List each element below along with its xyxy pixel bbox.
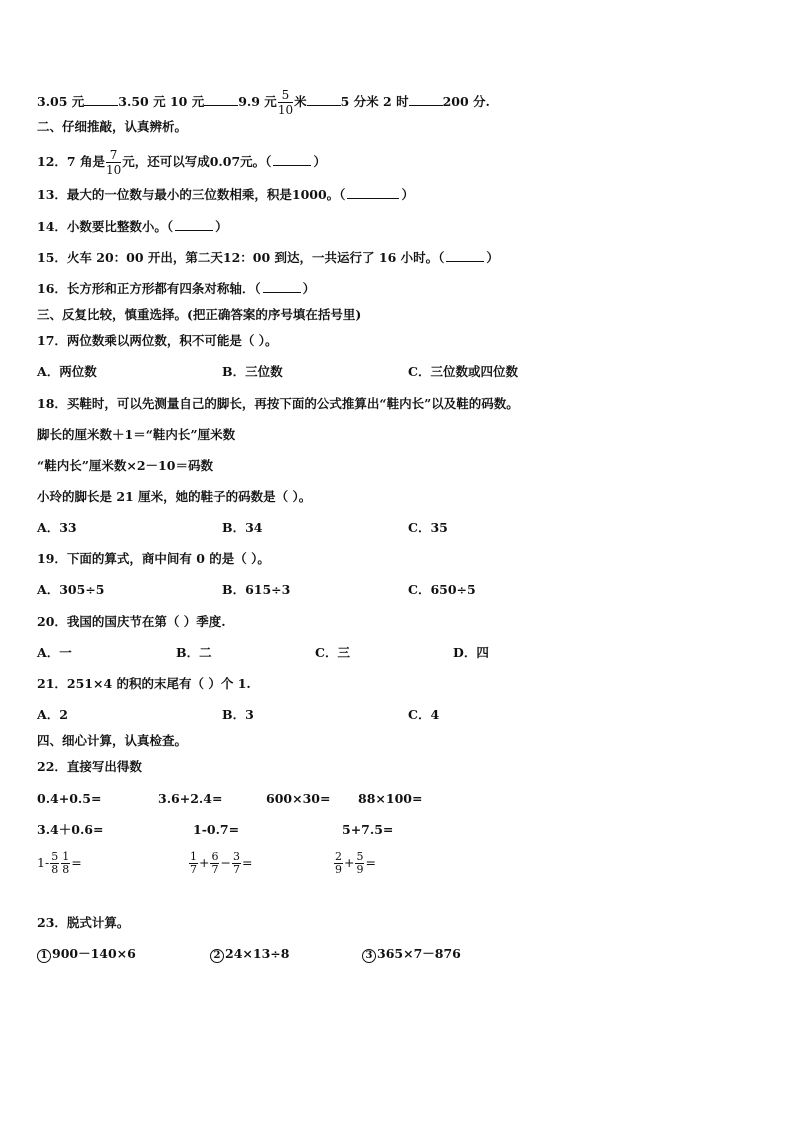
option-a[interactable]: A．2 <box>37 707 68 722</box>
q14-text: 14．小数要比整数小。（ <box>37 219 174 234</box>
paren-close: ） <box>313 154 326 169</box>
formula-1: 脚长的厘米数＋1＝“鞋内长”厘米数 <box>37 427 236 442</box>
option-d[interactable]: D．四 <box>453 645 489 660</box>
expression: 365×7－876 <box>377 946 461 961</box>
fraction: $\frac{6}{7}$ <box>211 850 219 876</box>
option-b[interactable]: B．34 <box>222 520 263 535</box>
paren-close: ） <box>486 250 499 265</box>
question-20: 20．我国的国庆节在第（ ）季度. <box>37 614 226 629</box>
equals-sign: = <box>365 855 376 870</box>
compare-b2: 9.9 元 <box>238 94 277 109</box>
expr-lead: 1- <box>37 855 50 870</box>
section-title-2: 二、仔细推敲，认真辨析。 <box>37 119 188 134</box>
option-b[interactable]: B．3 <box>222 707 254 722</box>
expression: 24×13÷8 <box>225 946 290 961</box>
q12-text: 12．7 角是 <box>37 154 105 169</box>
expression: 900－140×6 <box>52 946 136 961</box>
question-12 <box>37 148 326 177</box>
paren-close: ） <box>401 187 414 202</box>
calc-item: 600×30= <box>266 791 331 806</box>
section-title-4: 四、细心计算，认真检查。 <box>37 733 188 748</box>
option-a[interactable]: A．两位数 <box>37 364 97 379</box>
option-c[interactable]: C．35 <box>408 520 448 535</box>
fraction: $\frac{2}{9}$ <box>335 850 342 876</box>
option-a[interactable]: A．33 <box>37 520 77 535</box>
circled-number-icon: 3 <box>362 949 376 963</box>
answer-blank[interactable] <box>84 92 118 106</box>
answer-blank[interactable] <box>273 153 311 166</box>
answer-blank[interactable] <box>204 92 238 106</box>
compare-b1: 10 元 <box>169 94 205 109</box>
fraction: $\frac{5}{8}$ <box>51 850 59 876</box>
question-22: 22．直接写出得数 <box>37 759 142 774</box>
compare-d1: 2 时 <box>383 94 409 109</box>
question-16 <box>37 280 315 298</box>
plus-sign: + <box>344 855 355 870</box>
compare-line <box>37 88 490 117</box>
q13-text: 13．最大的一位数与最小的三位数相乘，积是1000。（ <box>37 187 346 202</box>
q16-text: 16．长方形和正方形都有四条对称轴．（ <box>37 281 261 296</box>
fraction: $\frac{1}{7}$ <box>190 850 197 876</box>
calc-item: 0.4+0.5= <box>37 791 102 806</box>
option-c[interactable]: C．4 <box>408 707 440 722</box>
option-c[interactable]: C．650÷5 <box>408 582 476 597</box>
calc-item: 3.4＋0.6= <box>37 822 104 837</box>
answer-blank[interactable] <box>307 92 341 106</box>
option-c[interactable]: C．三 <box>315 645 350 660</box>
minus-sign: − <box>220 855 231 870</box>
answer-blank[interactable] <box>175 218 213 231</box>
fraction-expression <box>333 851 376 876</box>
answer-blank[interactable] <box>347 186 399 199</box>
plus-sign: + <box>199 855 210 870</box>
answer-blank[interactable] <box>409 92 443 106</box>
question-18-ask: 小玲的脚长是 21 厘米，她的鞋子的码数是（ ）。 <box>37 489 312 504</box>
q12-text-post: 元，还可以写成0.07元。（ <box>122 154 272 169</box>
question-14 <box>37 218 228 236</box>
compare-a1: 3.05 元 <box>37 94 85 109</box>
circled-number-icon: 1 <box>37 949 51 963</box>
option-a[interactable]: A．一 <box>37 645 72 660</box>
answer-blank[interactable] <box>446 249 484 262</box>
question-15 <box>37 249 499 267</box>
equals-sign: = <box>71 855 82 870</box>
option-b[interactable]: B．三位数 <box>222 364 283 379</box>
formula-2: “鞋内长”厘米数×2－10＝码数 <box>37 458 213 473</box>
calc-step-item <box>37 945 136 963</box>
answer-blank[interactable] <box>263 280 301 293</box>
fraction-expression <box>37 851 82 876</box>
fraction: $\frac{7}{10}$ <box>105 148 122 177</box>
compare-d2: 200 分. <box>442 94 490 109</box>
calc-item: 1-0.7= <box>193 822 240 837</box>
option-a[interactable]: A．305÷5 <box>37 582 105 597</box>
fraction: $\frac{5}{10}$ <box>277 88 294 117</box>
calc-item: 88×100= <box>358 791 423 806</box>
compare-unit: 米 <box>294 94 307 109</box>
section-title-3: 三、反复比较，慎重选择。(把正确答案的序号填在括号里) <box>37 307 362 322</box>
question-18: 18．买鞋时，可以先测量自己的脚长，再按下面的公式推算出“鞋内长”以及鞋的码数。 <box>37 396 519 411</box>
calc-step-item <box>362 945 461 963</box>
circled-number-icon: 2 <box>210 949 224 963</box>
option-b[interactable]: B．二 <box>176 645 212 660</box>
option-c[interactable]: C．三位数或四位数 <box>408 364 518 379</box>
equals-sign: = <box>241 855 253 870</box>
fraction: $\frac{5}{9}$ <box>356 850 364 876</box>
question-21: 21．251×4 的积的末尾有（ ）个 1. <box>37 676 251 691</box>
question-23: 23．脱式计算。 <box>37 915 130 930</box>
calc-item: 5+7.5= <box>342 822 394 837</box>
option-b[interactable]: B．615÷3 <box>222 582 291 597</box>
question-19: 19．下面的算式，商中间有 0 的是（ ）。 <box>37 551 270 566</box>
question-17: 17．两位数乘以两位数，积不可能是（ ）。 <box>37 333 278 348</box>
compare-a2: 3.50 元 <box>118 94 166 109</box>
fraction: $\frac{1}{8}$ <box>62 850 70 876</box>
paren-close: ） <box>215 219 228 234</box>
compare-c2: 5 分米 <box>340 94 379 109</box>
question-13 <box>37 186 414 204</box>
calc-step-item <box>210 945 289 963</box>
calc-item: 3.6+2.4= <box>158 791 223 806</box>
q15-text: 15．火车 20：00 开出，第二天12：00 到达，一共运行了 16 小时。（ <box>37 250 445 265</box>
paren-close: ） <box>302 281 316 296</box>
fraction: $\frac{3}{7}$ <box>232 850 240 876</box>
fraction-expression <box>188 851 252 876</box>
